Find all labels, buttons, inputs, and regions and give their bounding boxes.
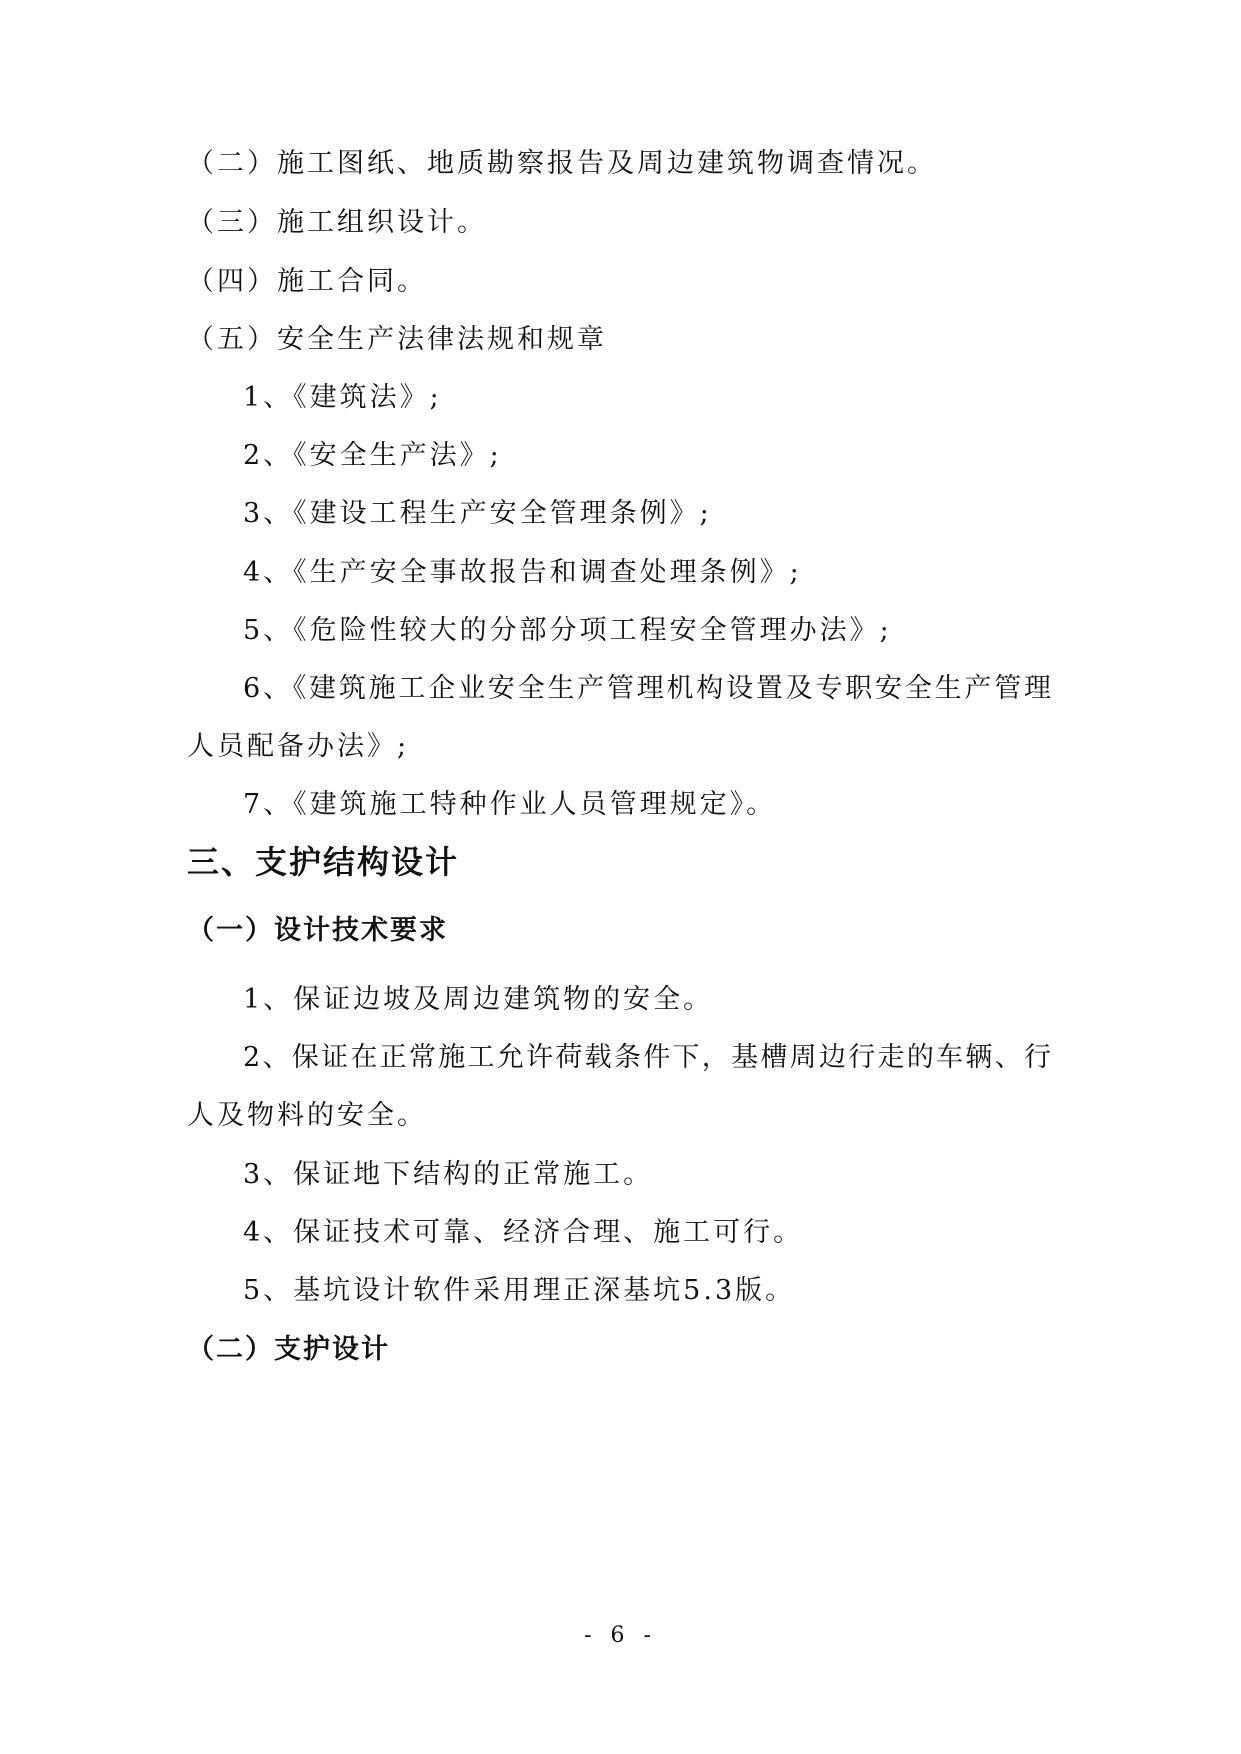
law-item-6-continuation: 人员配备办法》; bbox=[187, 731, 410, 762]
subsection-heading-requirements: （一）设计技术要求 bbox=[187, 915, 448, 946]
law-item-5: 5、《危险性较大的分部分项工程安全管理办法》; bbox=[243, 615, 892, 646]
law-item-7: 7、《建筑施工特种作业人员管理规定》。 bbox=[243, 789, 777, 820]
list-item-contract: （四）施工合同。 bbox=[187, 266, 427, 297]
page-number: - 6 - bbox=[584, 1623, 657, 1648]
section-heading: 三、支护结构设计 bbox=[187, 843, 460, 881]
requirement-item-1: 1、保证边坡及周边建筑物的安全。 bbox=[243, 984, 714, 1015]
requirement-item-5: 5、基坑设计软件采用理正深基坑5.3版。 bbox=[243, 1275, 796, 1306]
law-item-3: 3、《建设工程生产安全管理条例》; bbox=[243, 498, 712, 529]
requirement-item-2-continuation: 人及物料的安全。 bbox=[187, 1100, 427, 1131]
requirement-item-3: 3、保证地下结构的正常施工。 bbox=[243, 1159, 654, 1190]
subsection-heading-support-design: （二）支护设计 bbox=[187, 1334, 390, 1365]
list-item-laws: （五）安全生产法律法规和规章 bbox=[187, 324, 607, 355]
requirement-item-2: 2、保证在正常施工允许荷载条件下，基槽周边行走的车辆、行 bbox=[243, 1042, 1053, 1073]
list-item-drawings: （二）施工图纸、地质勘察报告及周边建筑物调查情况。 bbox=[187, 148, 937, 179]
requirement-item-4: 4、保证技术可靠、经济合理、施工可行。 bbox=[243, 1217, 804, 1248]
law-item-4: 4、《生产安全事故报告和调查处理条例》; bbox=[243, 557, 802, 588]
law-item-1: 1、《建筑法》; bbox=[243, 382, 442, 413]
law-item-6: 6、《建筑施工企业安全生产管理机构设置及专职安全生产管理 bbox=[243, 673, 1053, 704]
law-item-2: 2、《安全生产法》; bbox=[243, 440, 502, 471]
list-item-construction-design: （三）施工组织设计。 bbox=[187, 207, 487, 238]
